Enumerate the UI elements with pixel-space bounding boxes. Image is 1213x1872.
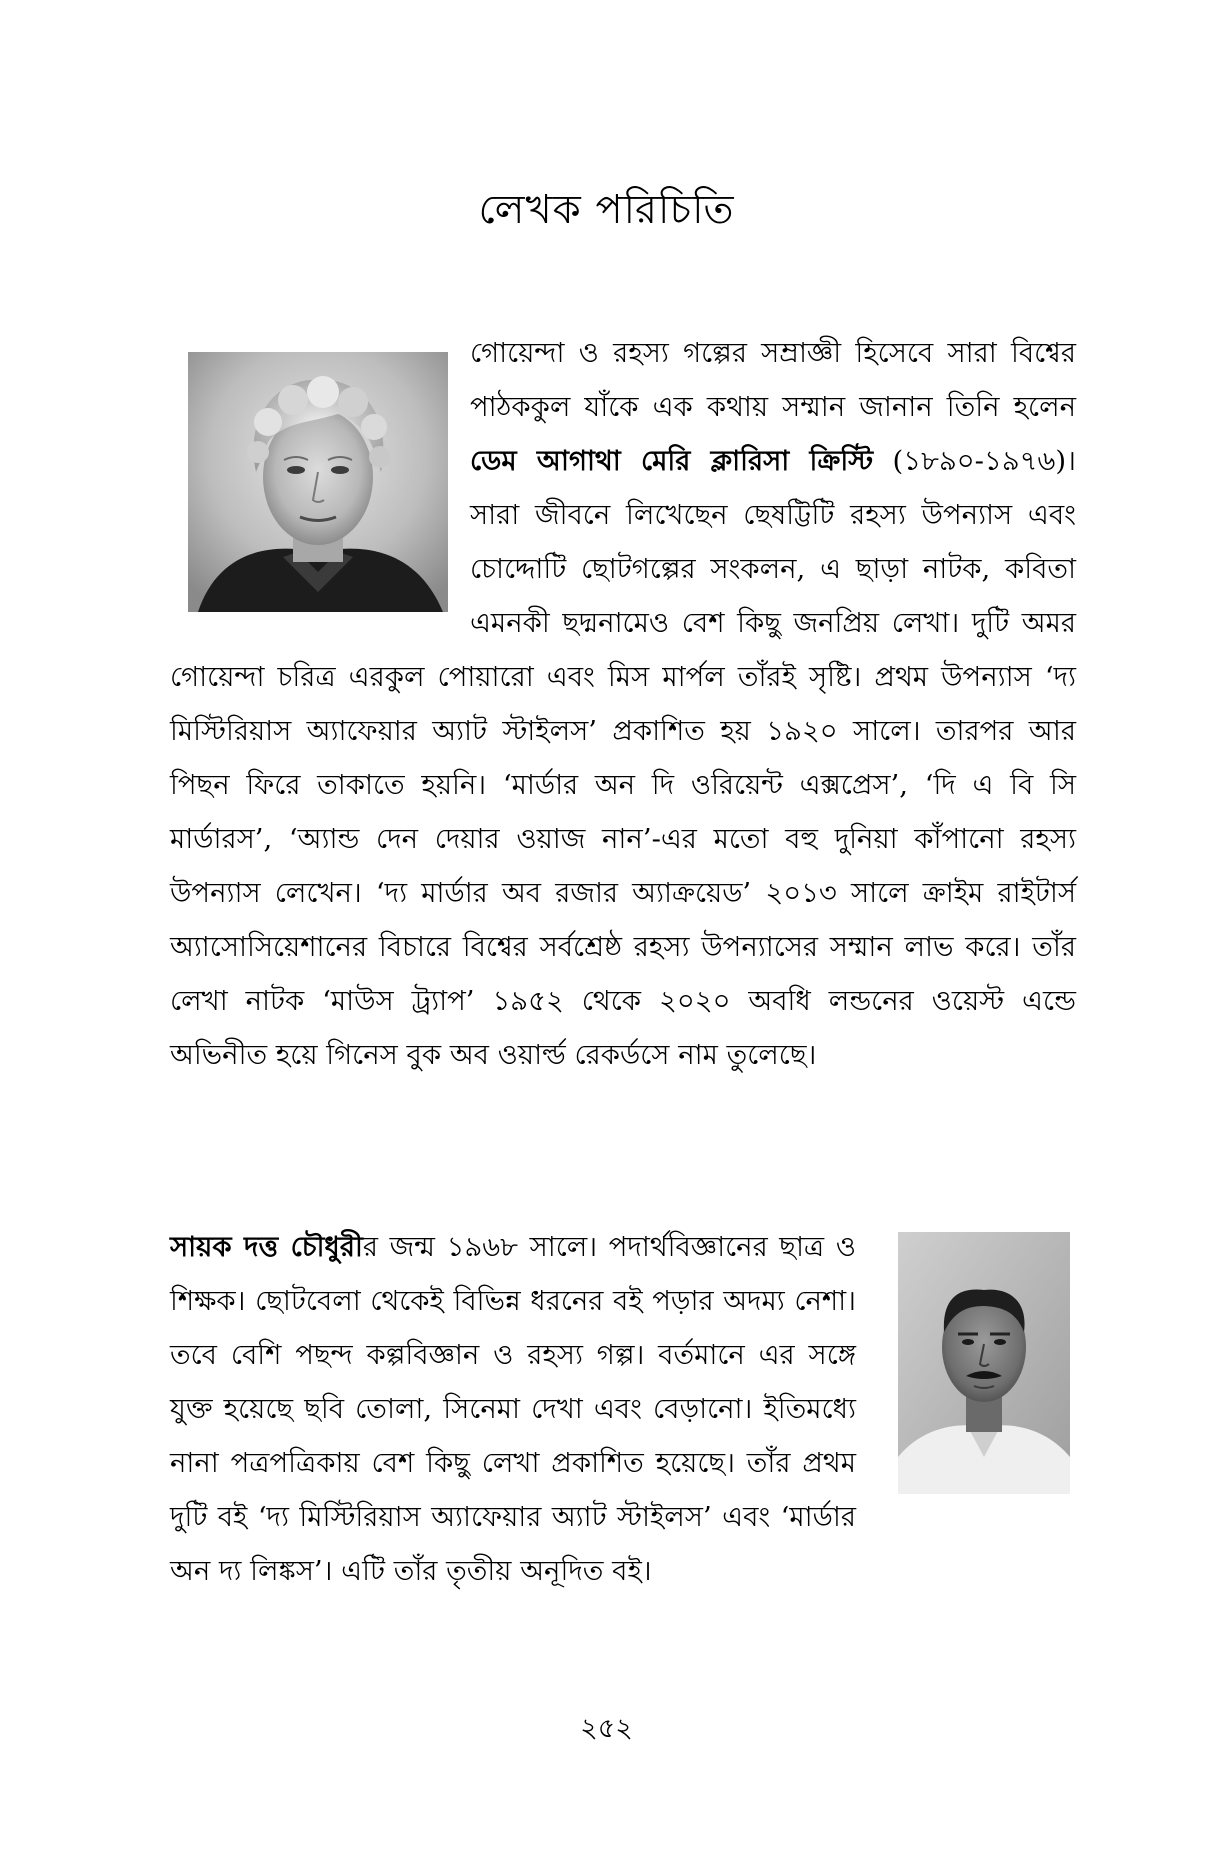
translator-bio: [170, 1220, 1076, 1598]
translator-bio-text: র জন্ম ১৯৬৮ সালে। পদার্থবিজ্ঞানের ছাত্র ও শিক্ষক। ছোটবেলা থেকেই বিভিন্ন ধরনের বই পড়ার অদম্য নেশা। তবে বেশি পছন্দ কল্পবিজ্ঞান ও রহস্য গল্প। বর্তমানে এর সঙ্গে যুক্ত হয়েছে ছবি তোলা, সিনেমা দেখা এবং বেড়ানো। ইতিমধ্যে নানা পত্রপত্রিকায় বেশ কিছু লেখা প্রকাশিত হয়েছে। তাঁর প্রথম দুটি বই ‘দ্য মিস্টিরিয়াস অ্যাফেয়ার অ্যাট স্টাইলস’ এবং ‘মার্ডার অন দ্য লিঙ্কস’। এটি তাঁর তৃতীয় অনূদিত বই।: [170, 1231, 856, 1587]
author-photo: [188, 352, 448, 612]
page-number: ২৫২: [580, 1713, 633, 1744]
translator-name: সায়ক দত্ত চৌধুরী: [170, 1231, 363, 1263]
author-bio: [170, 326, 1076, 1082]
translator-photo: [898, 1232, 1070, 1494]
page-title: লেখক পরিচিতি: [478, 187, 735, 233]
author-bio-text-rest: (১৮৯০-১৯৭৬)। সারা জীবনে লিখেছেন ছেষট্টিটি রহস্য উপন্যাস এবং চোদ্দোটি ছোটগল্পের সংকলন, এ ছাড়া নাটক, কবিতা এমনকী ছদ্মনামেও বেশ কিছু জনপ্রিয় লেখা। দুটি অমর গোয়েন্দা চরিত্র এরকুল পোয়ারো এবং মিস মার্পল তাঁরই সৃষ্টি। প্রথম উপন্যাস ‘দ্য মিস্টিরিয়াস অ্যাফেয়ার অ্যাট স্টাইলস’ প্রকাশিত হয় ১৯২০ সালে। তারপর আর পিছন ফিরে তাকাতে হয়নি। ‘মার্ডার অন দি ওরিয়েন্ট এক্সপ্রেস’, ‘দি এ বি সি মার্ডারস’, ‘অ্যান্ড দেন দেয়ার ওয়াজ নান’-এর মতো বহু দুনিয়া কাঁপানো রহস্য উপন্যাস লেখেন। ‘দ্য মার্ডার অব রজার অ্যাক্রয়েড’ ২০১৩ সালে ক্রাইম রাইটার্স অ্যাসোসিয়েশানের বিচারে বিশ্বের সর্বশ্রেষ্ঠ রহস্য উপন্যাসের সম্মান লাভ করে। তাঁর লেখা নাটক ‘মাউস ট্র্যাপ’ ১৯৫২ থেকে ২০২০ অবধি লন্ডনের ওয়েস্ট এন্ডে অভিনীত হয়ে গিনেস বুক অব ওয়ার্ল্ড রেকর্ডসে নাম তুলেছে।: [170, 445, 1076, 1071]
author-name: ডেম আগাথা মেরি ক্লারিসা ক্রিস্টি: [470, 445, 874, 477]
author-bio-text-start: গোয়েন্দা ও রহস্য গল্পের সম্রাজ্ঞী হিসেবে সারা বিশ্বের পাঠককুল যাঁকে এক কথায় সম্মান জানান তিনি হলেন: [470, 337, 1076, 423]
